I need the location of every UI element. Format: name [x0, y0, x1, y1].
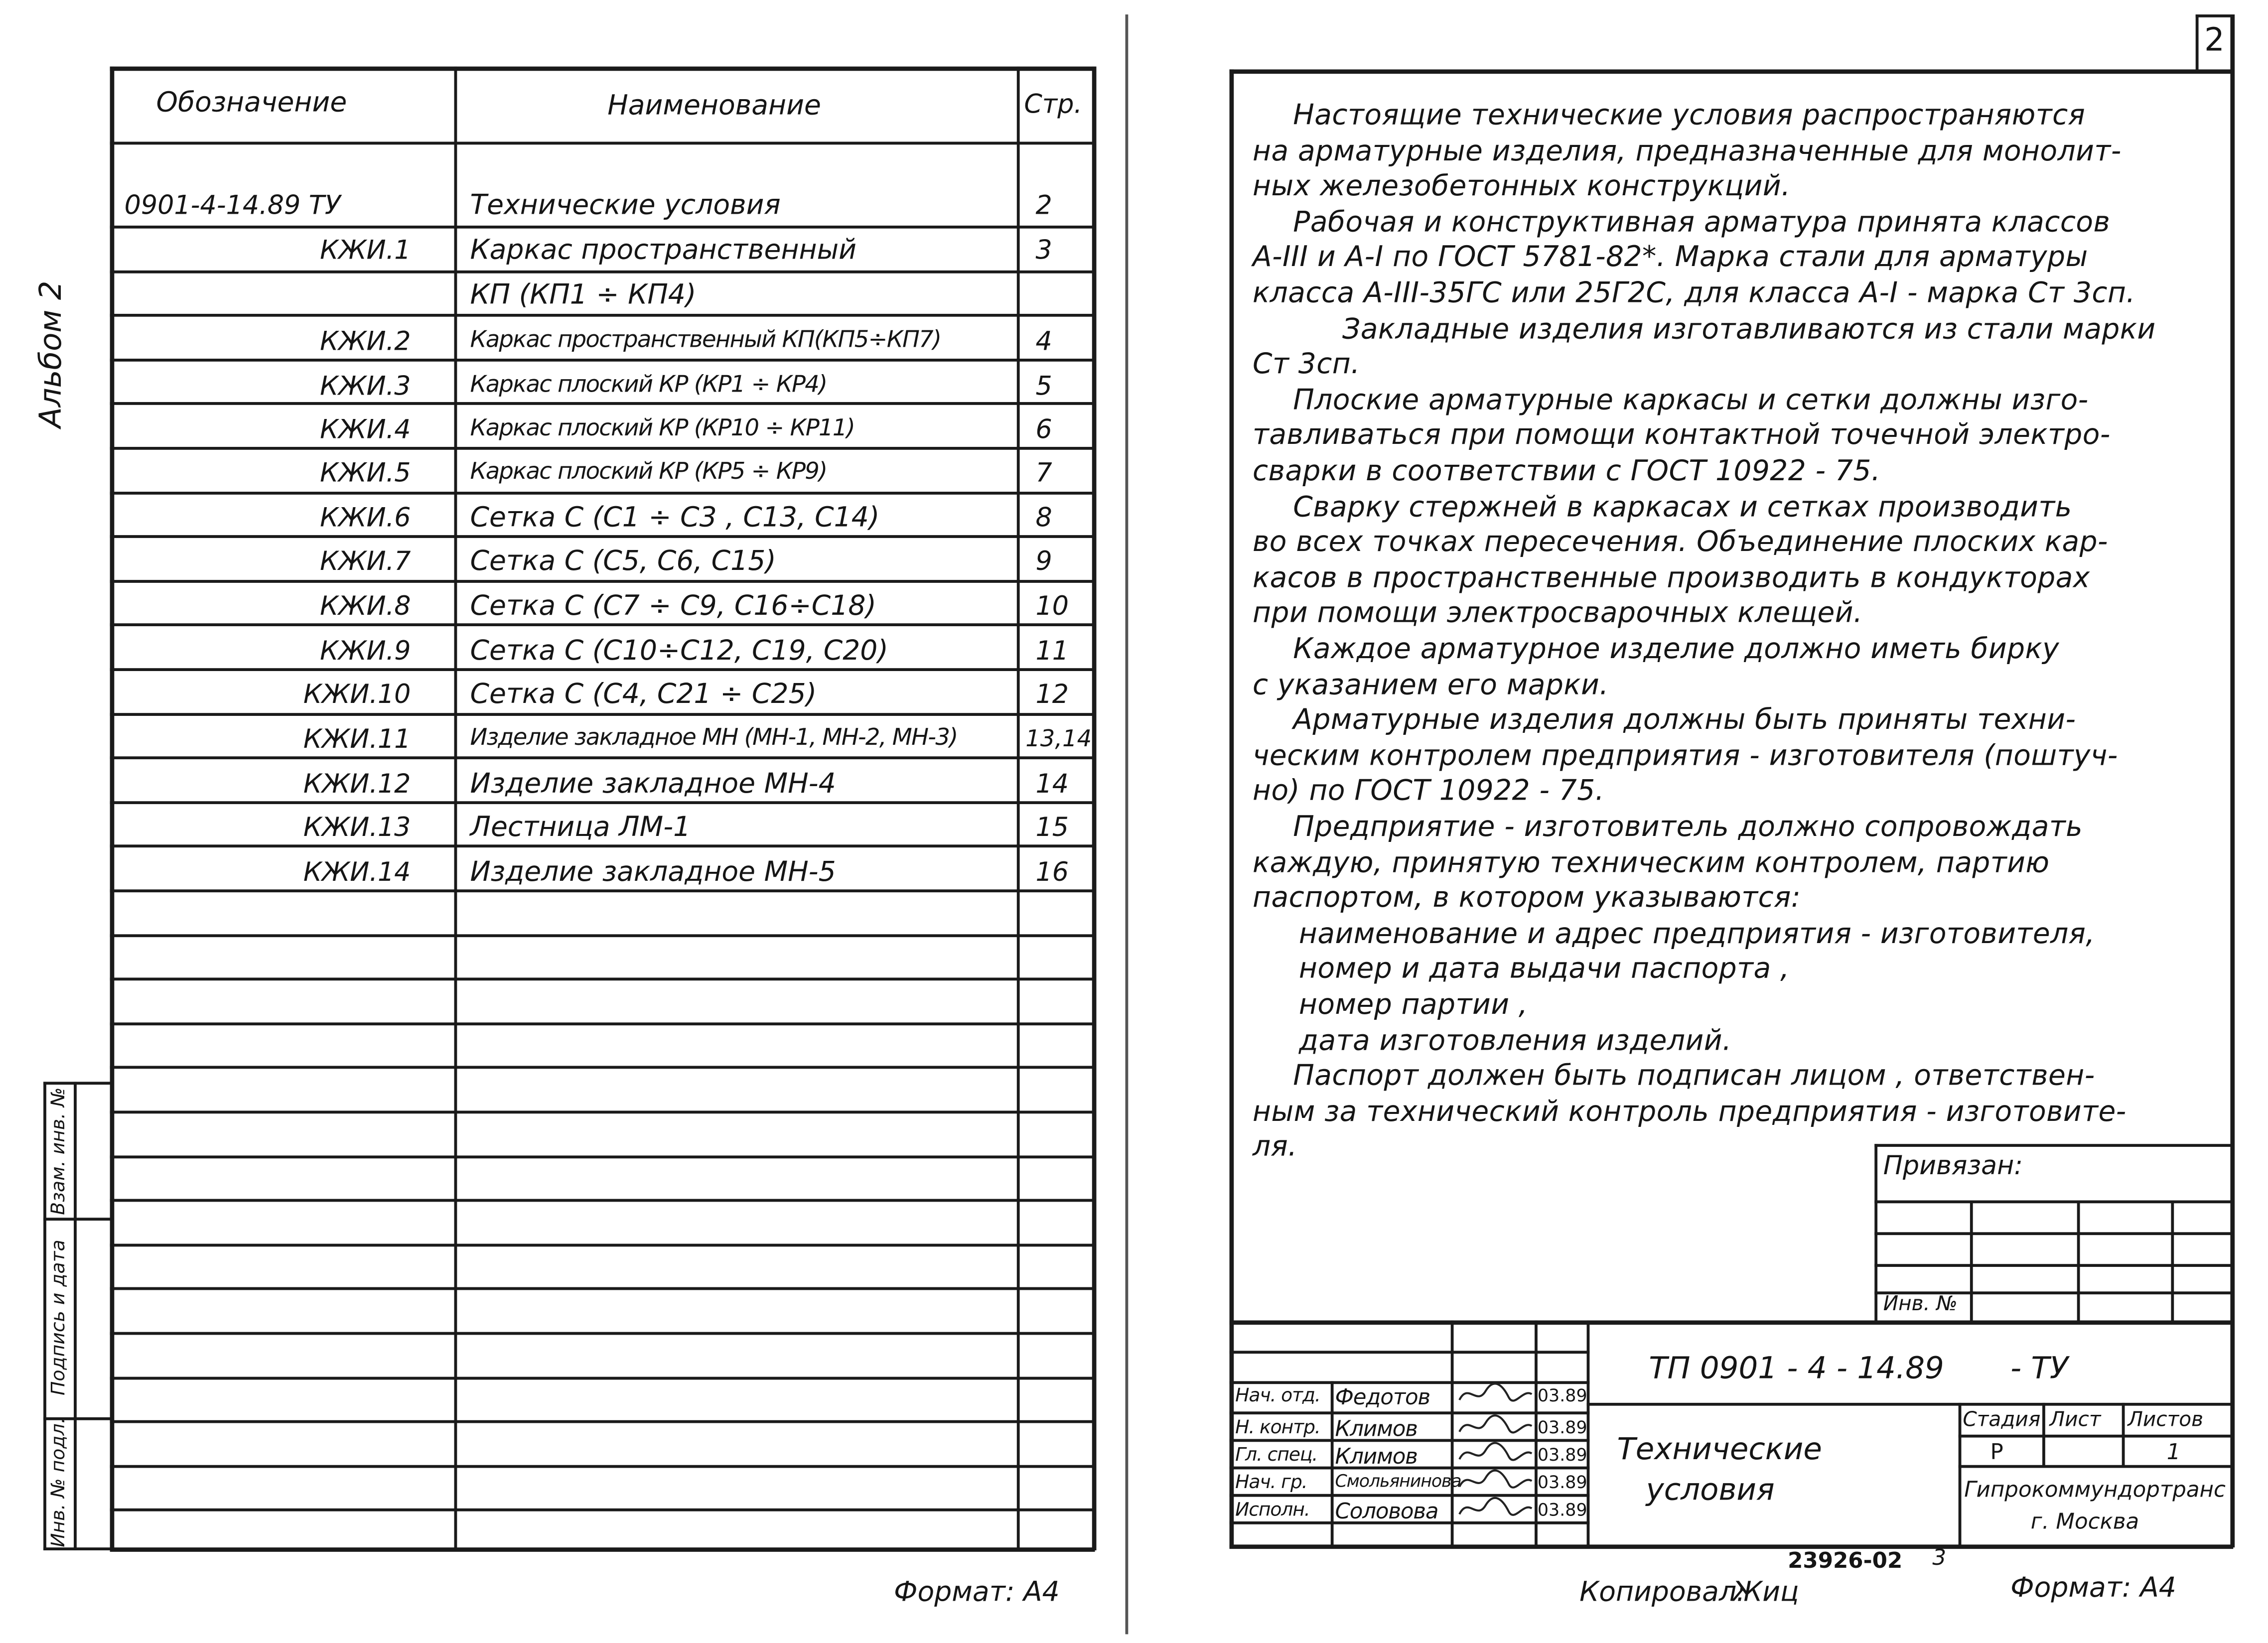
row-name: Каркас плоский КР (КР10 ÷ КР11)	[470, 413, 855, 441]
privyazan-line-1	[1874, 1200, 2233, 1203]
signature-date: 03.89	[1537, 1385, 1587, 1406]
contents-row-line	[110, 1465, 1095, 1467]
stage-header: Стадия	[1963, 1408, 2041, 1432]
text-line: Арматурные изделия должны быть приняты техни-	[1293, 703, 2076, 737]
table-row	[0, 671, 1099, 714]
text-line: паспортом, в котором указываются:	[1252, 881, 1801, 915]
table-row	[0, 761, 1099, 804]
header-page: Стр.	[1024, 89, 1083, 120]
header-designation: Обозначение	[156, 87, 347, 119]
sheet-frame-left	[1230, 69, 1234, 1547]
archive-number: 23926-02	[1788, 1547, 1903, 1574]
signature-role: Исполн.	[1235, 1500, 1310, 1521]
contents-row-line	[110, 1022, 1095, 1024]
row-page: 16	[1035, 857, 1069, 888]
row-page: 11	[1035, 636, 1069, 667]
privyazan-inv-label: Инв. №	[1883, 1293, 1958, 1316]
text-line: Плоские арматурные каркасы и сетки должны изго-	[1293, 383, 2089, 416]
signature-name: Федотов	[1335, 1384, 1430, 1410]
row-name: Технические условия	[470, 189, 781, 222]
text-line: на арматурные изделия, предназначенные для монолит-	[1252, 134, 2122, 167]
row-designation: КЖИ.5	[320, 458, 411, 489]
row-designation: КЖИ.12	[303, 769, 411, 800]
margin-label-inv-podl: Инв. № подл.	[48, 1417, 70, 1547]
contents-row-line	[110, 1420, 1095, 1422]
row-name: Каркас пространственный	[470, 234, 857, 267]
row-name: Изделие закладное МН-4	[470, 768, 836, 800]
margin-stamp-left	[43, 1082, 46, 1550]
text-line: номер партии ,	[1298, 987, 1528, 1021]
title-block-col-stage	[1959, 1403, 1962, 1547]
text-line: А-III и А-I по ГОСТ 5781-82*. Марка стали для арматуры	[1252, 241, 2088, 274]
row-designation: КЖИ.9	[320, 636, 411, 667]
row-designation: 0901-4-14.89 ТУ	[124, 191, 341, 222]
row-name: Сетка С (С5, С6, С15)	[470, 545, 776, 577]
contents-frame-bottom	[110, 1547, 1095, 1552]
contents-row-line	[110, 1244, 1095, 1246]
contents-row-line	[110, 1066, 1095, 1068]
contents-row-line	[110, 977, 1095, 979]
table-row	[0, 804, 1099, 847]
signature-row-line	[1230, 1494, 1590, 1496]
document-title-line1: Технические	[1617, 1431, 1822, 1467]
row-name: Изделие закладное МН-5	[470, 856, 836, 888]
contents-row-line	[110, 934, 1095, 936]
organization-name: Гипрокоммундортранс	[1964, 1476, 2226, 1503]
text-line: класса А-III-35ГС или 25Г2С, для класса А-I - марка Ст 3сп.	[1252, 276, 2135, 310]
archive-sheet: 3	[1932, 1544, 1947, 1571]
table-row	[0, 182, 1099, 226]
stage-value: Р	[1990, 1439, 2003, 1465]
signature-row-line	[1230, 1381, 1590, 1383]
signature-date: 03.89	[1537, 1417, 1587, 1438]
row-designation: КЖИ.6	[320, 503, 411, 534]
title-block-code-divider	[1587, 1403, 2234, 1406]
page-number: 2	[2204, 23, 2225, 60]
organization-city: г. Москва	[2030, 1508, 2139, 1535]
row-page: 13,14	[1025, 724, 1092, 752]
document-title-line2: условия	[1646, 1472, 1775, 1507]
row-designation: КЖИ.11	[303, 724, 411, 755]
table-row	[0, 849, 1099, 892]
title-block-stage-row-1	[1959, 1435, 2234, 1438]
row-page: 5	[1035, 372, 1052, 403]
contents-row-line	[110, 1111, 1095, 1113]
text-line: Настоящие технические условия распространяются	[1293, 98, 2086, 132]
row-designation: КЖИ.8	[320, 591, 411, 622]
table-row	[0, 628, 1099, 671]
row-name: Каркас плоский КР (КР1 ÷ КР4)	[470, 370, 827, 398]
signature-date: 03.89	[1537, 1445, 1587, 1465]
margin-stamp-mid	[74, 1082, 77, 1550]
row-name: Каркас плоский КР (КР5 ÷ КР9)	[470, 457, 827, 485]
row-name: Каркас пространственный КП(КП5÷КП7)	[470, 325, 941, 353]
privyazan-col-3	[2171, 1200, 2174, 1323]
row-page: 14	[1035, 769, 1069, 800]
text-line: наименование и адрес предприятия - изготовителя,	[1298, 916, 2095, 950]
document-code-suffix: - ТУ	[2010, 1351, 2068, 1386]
row-name: Лестница ЛМ-1	[470, 811, 691, 843]
contents-header-divider	[110, 141, 1095, 144]
row-page: 3	[1035, 236, 1052, 267]
table-row	[0, 538, 1099, 581]
signature-name: Смольянинова	[1335, 1471, 1461, 1491]
kopiroval-label: Копировал:	[1579, 1576, 1746, 1609]
format-label-right: Формат: А4	[2010, 1572, 2176, 1604]
row-name: Изделие закладное МН (МН-1, МН-2, МН-3)	[470, 723, 958, 751]
margin-stamp-bottom	[43, 1547, 113, 1550]
album-label: Альбом 2	[33, 280, 68, 428]
table-row	[0, 450, 1099, 493]
signature-role: Нач. отд.	[1235, 1385, 1320, 1407]
signature-role: Гл. спец.	[1235, 1445, 1318, 1467]
row-designation: КЖИ.7	[320, 547, 411, 577]
header-name: Наименование	[607, 89, 821, 122]
text-line: ным за технический контроль предприятия - изготовите-	[1252, 1094, 2126, 1128]
text-line: Предприятие - изготовитель должно сопровождать	[1293, 810, 2083, 843]
text-line: дата изготовления изделий.	[1298, 1023, 1732, 1057]
sheet-frame-bottom	[1230, 1544, 2234, 1549]
signature-date: 03.89	[1537, 1472, 1587, 1493]
text-line: с указанием его марки.	[1252, 668, 1609, 701]
kopiroval-signature: Жиц	[1732, 1576, 1799, 1609]
row-designation: КЖИ.13	[303, 813, 411, 843]
contents-row-line	[110, 1508, 1095, 1510]
page-fold-line	[1126, 14, 1129, 1634]
row-name: КП (КП1 ÷ КП4)	[470, 279, 697, 311]
privyazan-col-1	[1970, 1200, 1973, 1323]
text-line: Каждое арматурное изделие должно иметь бирку	[1293, 632, 2060, 666]
page-number-box-left	[2196, 14, 2199, 72]
contents-row-line	[110, 1155, 1095, 1157]
contents-row-line	[110, 1332, 1095, 1334]
row-page: 10	[1035, 591, 1069, 622]
text-line: но) по ГОСТ 10922 - 75.	[1252, 774, 1605, 808]
privyazan-col-2	[2077, 1200, 2080, 1323]
text-line: ля.	[1252, 1130, 1297, 1164]
contents-row-line	[110, 1377, 1095, 1379]
text-line: во всех точках пересечения. Объединение плоских кар-	[1252, 525, 2108, 559]
row-name: Сетка С (С1 ÷ С3 , С13, С14)	[470, 502, 880, 534]
text-line: тавливаться при помощи контактной точечной электро-	[1252, 418, 2111, 452]
row-name: Сетка С (С7 ÷ С9, С16÷С18)	[470, 590, 876, 622]
signature-row-line	[1230, 1351, 1590, 1353]
privyazan-label: Привязан:	[1883, 1151, 2023, 1182]
row-designation: КЖИ.2	[320, 327, 411, 358]
sheets-header: Листов	[2127, 1408, 2204, 1432]
margin-stamp-top	[43, 1082, 113, 1085]
sheet-frame-right	[2230, 14, 2235, 1547]
row-page: 6	[1035, 415, 1052, 446]
signature-name: Климов	[1335, 1416, 1418, 1442]
privyazan-top	[1874, 1144, 2233, 1147]
row-designation: КЖИ.1	[320, 236, 411, 267]
title-block-top	[1230, 1320, 2234, 1325]
table-row	[0, 716, 1099, 759]
privyazan-line-2	[1874, 1232, 2233, 1235]
page-number-box-top	[2196, 14, 2233, 17]
sheet-frame-top	[1230, 69, 2234, 74]
row-designation: КЖИ.4	[320, 415, 411, 446]
sheets-value: 1	[2166, 1439, 2181, 1465]
table-row	[0, 495, 1099, 538]
signature-row-line	[1230, 1411, 1590, 1413]
table-row	[0, 227, 1099, 271]
row-designation: КЖИ.14	[303, 857, 411, 888]
signature-name: Соловова	[1335, 1498, 1438, 1524]
format-label-left: Формат: А4	[894, 1576, 1060, 1609]
row-page: 15	[1035, 813, 1069, 843]
text-line: касов в пространственные производить в кондукторах	[1252, 560, 2090, 594]
row-page: 7	[1035, 458, 1052, 489]
text-line: каждую, принятую техническим контролем, партию	[1252, 845, 2050, 879]
signature-role: Н. контр.	[1235, 1417, 1320, 1439]
text-line: ных железобетонных конструкций.	[1252, 169, 1791, 203]
privyazan-line-3	[1874, 1264, 2233, 1267]
margin-stamp-divider-1	[43, 1218, 113, 1221]
signature-name: Климов	[1335, 1443, 1418, 1470]
table-row	[0, 363, 1099, 407]
text-line: номер и дата выдачи паспорта ,	[1298, 952, 1790, 986]
text-line: Сварку стержней в каркасах и сетках производить	[1293, 489, 2072, 523]
text-line: Паспорт должен быть подписан лицом , ответствен-	[1293, 1059, 2095, 1093]
row-page: 8	[1035, 503, 1052, 534]
row-designation: КЖИ.10	[303, 680, 411, 710]
sheet-header: Лист	[2049, 1408, 2101, 1432]
row-name: Сетка С (С4, С21 ÷ С25)	[470, 678, 817, 710]
table-row	[0, 318, 1099, 362]
row-name: Сетка С (С10÷С12, С19, С20)	[470, 635, 888, 667]
signature-date: 03.89	[1537, 1500, 1587, 1520]
handwritten-signature	[1454, 1494, 1535, 1530]
table-row	[0, 272, 1099, 315]
contents-frame-top	[110, 67, 1095, 71]
signature-role: Нач. гр.	[1235, 1472, 1307, 1494]
title-block-stage-row-2	[1959, 1465, 2234, 1468]
row-page: 4	[1035, 327, 1052, 358]
contents-row-line	[110, 1199, 1095, 1201]
text-line: сварки в соответствии с ГОСТ 10922 - 75.	[1252, 454, 1881, 488]
table-row	[0, 583, 1099, 626]
text-line: ческим контролем предприятия - изготовителя (поштуч-	[1252, 738, 2118, 772]
row-designation: КЖИ.3	[320, 372, 411, 403]
margin-label-vzam-inv: Взам. инв. №	[48, 1087, 70, 1215]
text-line: при помощи электросварочных клещей.	[1252, 596, 1863, 630]
row-page: 2	[1035, 191, 1052, 222]
table-row	[0, 407, 1099, 450]
contents-row-line	[110, 1287, 1095, 1289]
text-line: Закладные изделия изготавливаются из стали марки	[1342, 311, 2156, 345]
document-code: ТП 0901 - 4 - 14.89	[1649, 1351, 1944, 1386]
text-line: Ст 3сп.	[1252, 347, 1360, 381]
handwritten-signature	[1454, 1379, 1535, 1416]
margin-label-podpis-data: Подпись и дата	[48, 1239, 70, 1395]
row-page: 9	[1035, 547, 1052, 577]
text-line: Рабочая и конструктивная арматура принята классов	[1293, 205, 2111, 239]
row-page: 12	[1035, 680, 1069, 710]
